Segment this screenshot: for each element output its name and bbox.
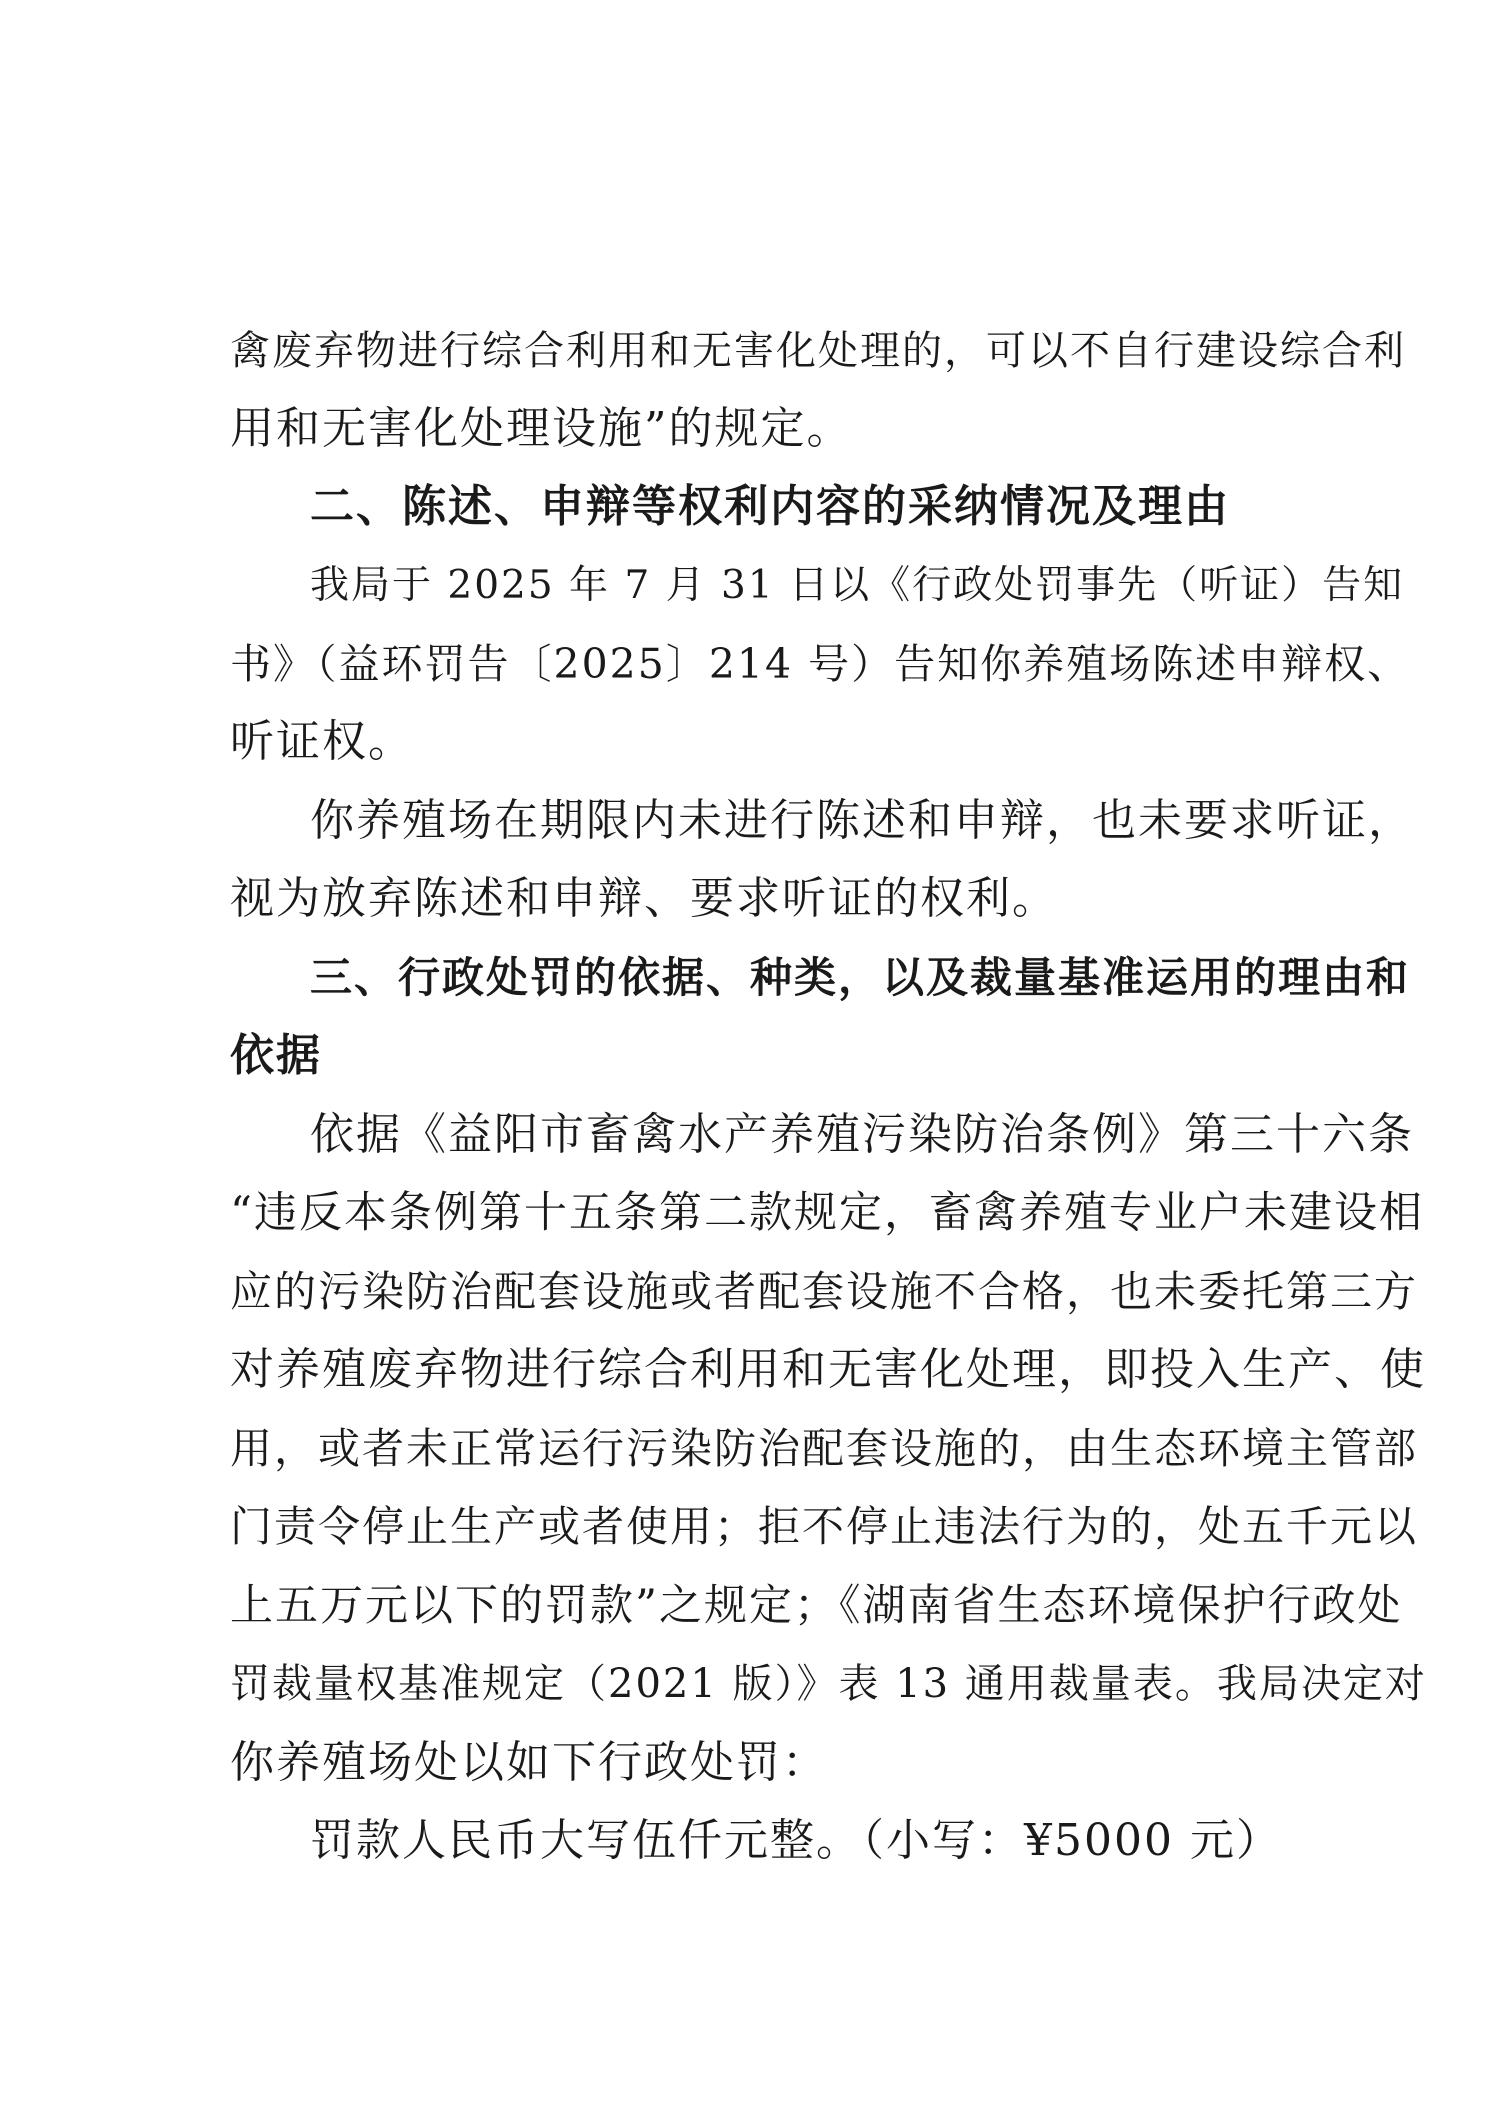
body-text-line: 听证权。 <box>230 716 414 767</box>
body-text-line: 上五万元以下的罚款”之规定；《湖南省生态环境保护行政处 <box>230 1581 1403 1631</box>
body-text-line: 我局于 2025 年 7 月 31 日以《行政处罚事先（听证）告知 <box>310 563 1405 608</box>
body-text-line: “违反本条例第十五条第二款规定，畜禽养殖专业户未建设相 <box>230 1188 1424 1238</box>
body-text-line: 门责令停止生产或者使用；拒不停止违法行为的，处五千元以 <box>230 1502 1419 1551</box>
body-text-line: 禽废弃物进行综合利用和无害化处理的，可以不自行建设综合利 <box>230 328 1406 374</box>
body-text-line: 你养殖场在期限内未进行陈述和申辩，也未要求听证， <box>310 795 1414 846</box>
body-text-line: 依据《益阳市畜禽水产养殖污染防治条例》第三十六条 <box>310 1109 1414 1160</box>
section-heading-2: 二、陈述、申辩等权利内容的采纳情况及理由 <box>310 481 1230 532</box>
body-text-line: 书》（益环罚告〔2025〕214 号）告知你养殖场陈述申辩权、 <box>230 640 1411 688</box>
body-text-line: 用，或者未正常运行污染防治配套设施的，由生态环境主管部 <box>230 1424 1419 1473</box>
body-text-line: 用和无害化处理设施”的规定。 <box>230 403 853 454</box>
section-heading-3-continued: 依据 <box>230 1030 322 1081</box>
body-text-line: 对养殖废弃物进行综合利用和无害化处理，即投入生产、使 <box>230 1344 1426 1395</box>
body-text-line: 视为放弃陈述和申辩、要求听证的权利。 <box>230 873 1058 924</box>
section-heading-3: 三、行政处罚的依据、种类，以及裁量基准运用的理由和 <box>310 953 1411 1002</box>
body-text-line: 罚裁量权基准规定（2021 版）》表 13 通用裁量表。我局决定对 <box>230 1661 1427 1707</box>
body-text-line: 你养殖场处以如下行政处罚： <box>230 1737 828 1788</box>
penalty-amount-line: 罚款人民币大写伍仟元整。（小写：¥5000 元） <box>310 1815 1282 1866</box>
body-text-line: 应的污染防治配套设施或者配套设施不合格，也未委托第三方 <box>230 1267 1419 1316</box>
